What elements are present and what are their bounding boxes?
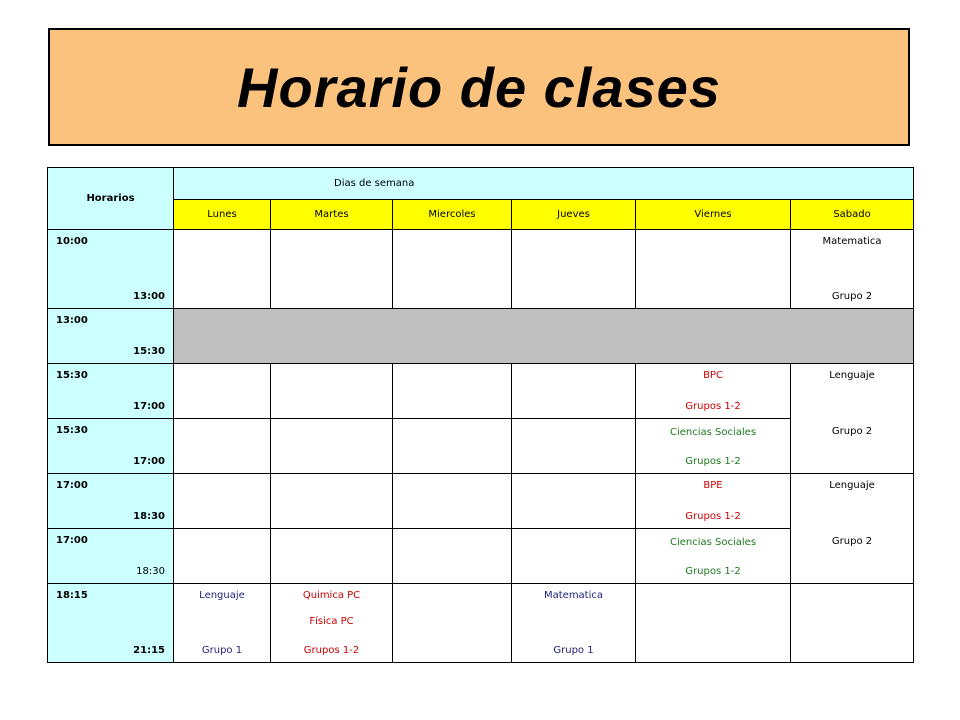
class-subject-2: Física PC bbox=[309, 616, 354, 627]
schedule-cell bbox=[174, 419, 271, 474]
schedule-cell bbox=[512, 364, 636, 419]
class-cell-lenguaje-sabado bbox=[791, 364, 914, 474]
horarios-header: Horarios bbox=[48, 168, 174, 230]
class-cell-matematica-jueves bbox=[512, 584, 636, 663]
time-slot bbox=[48, 309, 174, 364]
day-header-lunes: Lunes bbox=[174, 200, 271, 230]
class-subject: Quimica PC bbox=[302, 590, 361, 601]
schedule-cell bbox=[393, 230, 512, 309]
class-group: Grupos 1-2 bbox=[685, 456, 741, 467]
class-subject: Matematica bbox=[822, 236, 882, 247]
time-end: 13:00 bbox=[133, 291, 165, 302]
class-subject: Ciencias Sociales bbox=[669, 537, 757, 548]
schedule-cell bbox=[512, 230, 636, 309]
class-group: Grupo 1 bbox=[553, 645, 594, 656]
class-cell-lenguaje-sabado-2 bbox=[791, 474, 914, 584]
class-cell-ciencias-sociales-viernes-2 bbox=[636, 529, 791, 584]
day-header-miercoles: Miercoles bbox=[393, 200, 512, 230]
schedule-cell bbox=[393, 584, 512, 663]
time-end: 15:30 bbox=[133, 346, 165, 357]
class-subject: Lenguaje bbox=[199, 590, 245, 601]
time-end: 18:30 bbox=[133, 511, 165, 522]
class-cell-bpe-viernes bbox=[636, 474, 791, 529]
class-cell-bpc-viernes bbox=[636, 364, 791, 419]
schedule-cell bbox=[512, 474, 636, 529]
time-end: 18:30 bbox=[136, 566, 165, 577]
time-start: 15:30 bbox=[56, 425, 88, 436]
time-start: 18:15 bbox=[56, 590, 88, 601]
class-group: Grupo 1 bbox=[201, 645, 243, 656]
schedule-cell bbox=[636, 584, 791, 663]
schedule-cell bbox=[393, 529, 512, 584]
schedule-cell bbox=[174, 529, 271, 584]
class-subject: BPE bbox=[703, 480, 723, 491]
class-cell-ciencias-sociales-viernes bbox=[636, 419, 791, 474]
time-end: 17:00 bbox=[133, 456, 165, 467]
time-slot bbox=[48, 230, 174, 309]
schedule-cell bbox=[271, 474, 393, 529]
schedule-cell bbox=[393, 474, 512, 529]
time-slot bbox=[48, 474, 174, 529]
class-group: Grupos 1-2 bbox=[685, 511, 741, 522]
class-group: Grupos 1-2 bbox=[685, 401, 741, 412]
time-slot bbox=[48, 364, 174, 419]
time-end: 17:00 bbox=[133, 401, 165, 412]
schedule-cell bbox=[174, 230, 271, 309]
class-cell-matematica-sabado bbox=[791, 230, 914, 309]
schedule-cell bbox=[636, 230, 791, 309]
break-block bbox=[174, 309, 914, 364]
class-cell-lenguaje-lunes bbox=[174, 584, 271, 663]
class-subject: Lenguaje bbox=[829, 480, 875, 491]
dias-semana-header: Dias de semana bbox=[174, 168, 914, 200]
schedule-cell bbox=[791, 584, 914, 663]
class-group: Grupo 2 bbox=[831, 426, 873, 437]
class-subject: Ciencias Sociales bbox=[669, 427, 757, 438]
class-subject: BPC bbox=[703, 370, 723, 381]
time-start: 17:00 bbox=[56, 480, 88, 491]
schedule-table bbox=[47, 167, 914, 663]
time-start: 10:00 bbox=[56, 236, 88, 247]
class-group: Grupos 1-2 bbox=[685, 566, 741, 577]
schedule-cell bbox=[271, 529, 393, 584]
time-start: 13:00 bbox=[56, 315, 88, 326]
schedule-cell bbox=[393, 364, 512, 419]
time-start: 17:00 bbox=[56, 535, 88, 546]
class-group: Grupos 1-2 bbox=[303, 645, 360, 656]
time-slot bbox=[48, 584, 174, 663]
schedule-cell bbox=[174, 474, 271, 529]
title-banner bbox=[48, 28, 910, 146]
schedule-cell bbox=[512, 419, 636, 474]
page-title: Horario de clases bbox=[237, 55, 721, 119]
schedule-cell bbox=[512, 529, 636, 584]
schedule-cell bbox=[174, 364, 271, 419]
schedule-cell bbox=[393, 419, 512, 474]
class-cell-quimica-fisica-martes bbox=[271, 584, 393, 663]
time-end: 21:15 bbox=[133, 645, 165, 656]
class-subject: Lenguaje bbox=[829, 370, 875, 381]
schedule-cell bbox=[271, 364, 393, 419]
schedule-cell bbox=[271, 419, 393, 474]
class-group: Grupo 2 bbox=[831, 536, 873, 547]
time-slot bbox=[48, 419, 174, 474]
day-header-jueves: Jueves bbox=[512, 200, 636, 230]
class-subject: Matematica bbox=[543, 590, 604, 601]
time-slot bbox=[48, 529, 174, 584]
day-header-viernes: Viernes bbox=[636, 200, 791, 230]
schedule-cell bbox=[271, 230, 393, 309]
day-header-martes: Martes bbox=[271, 200, 393, 230]
class-group: Grupo 2 bbox=[831, 291, 873, 302]
day-header-sabado: Sabado bbox=[791, 200, 914, 230]
time-start: 15:30 bbox=[56, 370, 88, 381]
